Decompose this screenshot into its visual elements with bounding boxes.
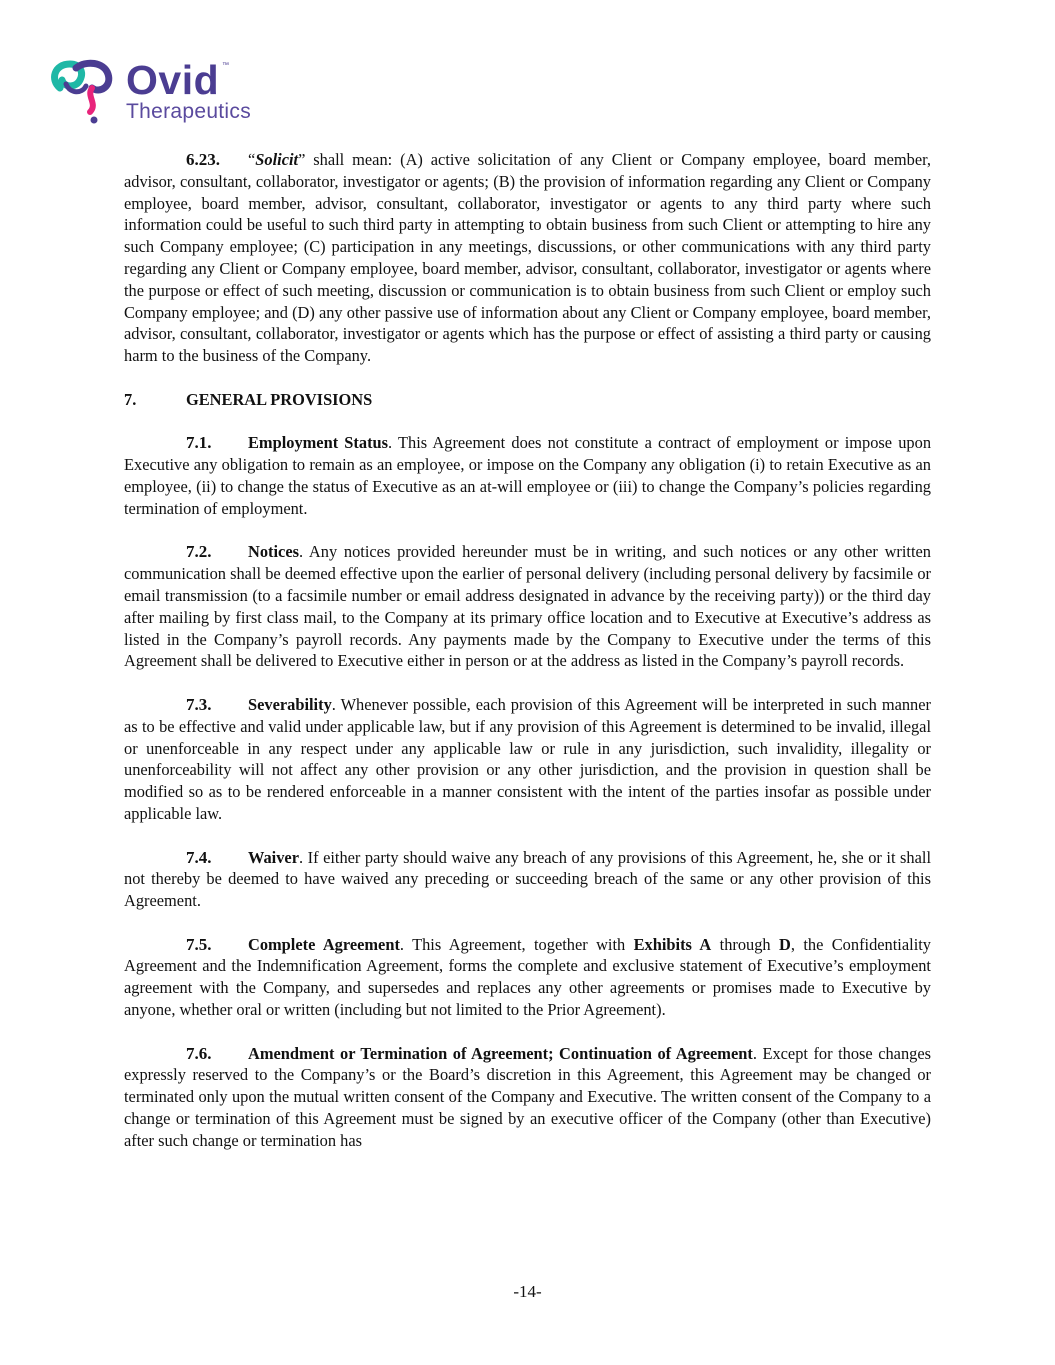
section-text: . This Agreement, together with — [399, 934, 634, 954]
section-title: Complete Agreement — [248, 934, 400, 954]
open-quote: “ — [248, 150, 256, 169]
section-number: 7.5. — [186, 934, 212, 954]
brain-logo-icon — [46, 58, 126, 124]
section-number: 7. — [124, 389, 137, 409]
section-number: 7.1. — [186, 433, 212, 453]
section-7-4 — [124, 847, 931, 912]
section-text: through — [711, 934, 780, 954]
section-text: . If either party should waive any breach of any provisions of this Agreement, he, she or it shall not thereby be deemed to have waived any preceding or succeeding breach of the same or any other provision of this Agreement. — [124, 847, 931, 911]
section-7-5 — [124, 934, 931, 1021]
section-title: Notices — [248, 542, 299, 562]
document-body — [124, 149, 931, 1173]
exhibit-reference: D — [779, 934, 791, 954]
logo-wordmark: Ovid — [126, 57, 220, 103]
logo-subtitle: Therapeutics — [126, 100, 251, 123]
section-text: . Any notices provided hereunder must be in writing, and such notices or any other written communication shall be deemed effective upon the earlier of personal delivery (including personal delivery by facsimile or email transmission (to a facsimile number or email address designated in advance by the receiving party)) or the third day after mailing by first class mail, to the Company at its primary office location and to Executive at Executive’s address as listed in the Company’s payroll records. Any payments made by the Company to Executive under the terms of this Agreement shall be delivered to Executive either in person or at the address as listed in the Company’s payroll records. — [124, 542, 931, 671]
section-title: GENERAL PROVISIONS — [186, 389, 373, 409]
logo-trademark: ™ — [222, 62, 229, 69]
section-title: Severability — [248, 694, 332, 714]
section-number: 7.2. — [186, 542, 212, 562]
section-7-heading — [124, 389, 931, 411]
page-number: -14- — [513, 1282, 542, 1301]
section-7-6 — [124, 1043, 931, 1152]
section-text: . This Agreement does not constitute a contract of employment or impose upon Executive any obligation to remain as an employee, or impose on the Company any obligation (i) to retain Executive as an employee, (ii) to change the status of Executive as an at-will employee or (iii) to change the Company’s policies regarding termination of employment. — [124, 433, 932, 518]
section-7-2 — [124, 541, 931, 672]
exhibit-reference: Exhibits A — [633, 934, 712, 954]
section-title: Employment Status — [248, 433, 389, 453]
section-text: , the Confidentiality Agreement and the Indemnification Agreement, forms the complete and exclusive statement of Executive’s employment agreement with the Company, and supersedes and replaces any other agreements or promises made to Executive by anyone, whether oral or written (including but not limited to the Prior Agreement). — [124, 934, 931, 1020]
defined-term: Solicit — [255, 150, 299, 169]
section-number: 7.3. — [186, 694, 212, 714]
section-text: ” shall mean: (A) active solicitation of any Client or Company employee, board member, advisor, consultant, collaborator, investigator or agents; (B) the provision of information regarding any Client or Company employee, board member, advisor, consultant, collaborator, investigator or agents to any third party where such information could be useful to such third party in attempting to obtain business from such Client or attempting to hire any such Company employee; (C) participation in any meetings, discussions, or other communications with any third party regarding any Client or Company employee, board member, advisor, consultant, collaborator, investigator or agents where the purpose or effect of such meeting, discussion or communication is to obtain business from such Client or employ such Company employee; and (D) any other passive use of information about any Client or Company employee, board member, advisor, consultant, collaborator, investigator or agents which has the purpose or effect of assisting a third party or causing harm to the business of the Company. — [124, 150, 931, 366]
section-7-3 — [124, 694, 931, 825]
section-text: . Except for those changes expressly reserved to the Company’s or the Board’s discretion in this Agreement, this Agreement may be changed or terminated only upon the mutual written consent of the Company and Executive. The written consent of the Company to a change or termination of this Agreement must be signed by an executive officer of the Company (other than Executive) after such change or termination has — [124, 1043, 932, 1150]
section-number: 7.4. — [186, 847, 212, 867]
company-logo — [46, 58, 276, 130]
section-title: Waiver — [248, 847, 299, 867]
section-7-1 — [124, 432, 931, 519]
section-number: 7.6. — [186, 1043, 212, 1063]
section-title: Amendment or Termination of Agreement; Continuation of Agreement — [248, 1043, 753, 1063]
section-number: 6.23. — [186, 150, 220, 169]
section-text: . Whenever possible, each provision of this Agreement will be interpreted in such manner as to be effective and valid under applicable law, but if any provision of this Agreement is determined to be invalid, illegal or unenforceable in any respect under any applicable law or rule in any jurisdiction, such invalidity, illegality or unenforceability will not affect any other provision or any other jurisdiction, and the provision in question shall be modified so as to be rendered enforceable in a manner consistent with the intent of the parties insofar as possible under applicable law. — [124, 694, 931, 823]
section-6-23 — [124, 149, 931, 367]
